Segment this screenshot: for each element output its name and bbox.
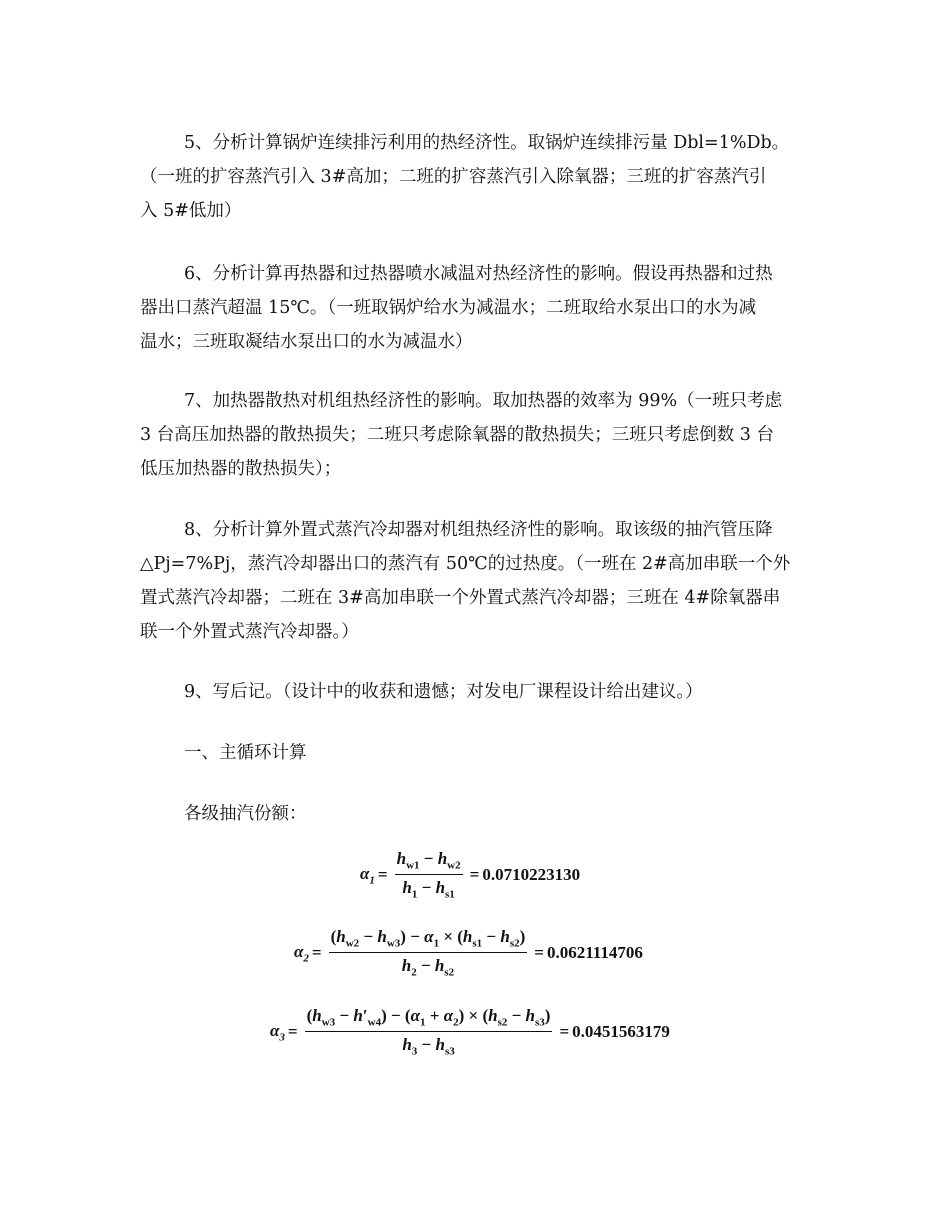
text-line: 9、写后记。（设计中的收获和遗憾；对发电厂课程设计给出建议。） <box>184 682 703 702</box>
fraction: $\frac{h_{w1} - h_{w2}}{h_1 - h_{s1}}$ <box>396 849 461 901</box>
text-line: （一班的扩容蒸汽引入 3#高加；二班的扩容蒸汽引入除氧器；三班的扩容蒸汽引 <box>140 167 767 187</box>
formula-value: 0.0451563179 <box>572 1021 670 1041</box>
section-heading <box>140 736 820 770</box>
text-line: 7、加热器散热对机组热经济性的影响。取加热器的效率为 99%（一班只考虑 <box>184 391 783 411</box>
text-line: 6、分析计算再热器和过热器喷水减温对热经济性的影响。假设再热器和过热 <box>184 264 773 284</box>
formula-lhs: $\alpha_1$ <box>360 863 375 887</box>
text-line: 各级抽汽份额： <box>184 804 307 824</box>
text-line: 5、分析计算锅炉连续排污利用的热经济性。取锅炉连续排污量 Dbl=1%Db。 <box>184 133 790 153</box>
formula-alpha-2: $\alpha_2$ = $\frac{(h_{w2} - h_{w3}) - \alpha_1 \times (h_{s1} - h_{s2})}{h_2 - h_{s2}}$ = 0.0621114706 <box>294 927 643 979</box>
text-line: 入 5#低加） <box>140 201 242 221</box>
paragraph-item-7 <box>140 384 820 486</box>
text-line: 3 台高压加热器的散热损失；二班只考虑除氧器的散热损失；三班只考虑倒数 3 台 <box>140 425 774 445</box>
formula-value: 0.0621114706 <box>546 942 643 962</box>
formula-lhs: $\alpha_2$ <box>294 941 309 965</box>
fraction: $\frac{(h_{w3} - h'_{w4}) - (\alpha_1 + \alpha_2) \times (h_{s2} - h_{s3})}{h_3 - h_{s3}}$ <box>306 1006 551 1058</box>
formula-intro <box>140 797 820 831</box>
text-line: 8、分析计算外置式蒸汽冷却器对机组热经济性的影响。取该级的抽汽管压降 <box>184 520 773 540</box>
formula-lhs: $\alpha_3$ <box>270 1020 285 1044</box>
text-line: 联一个外置式蒸汽冷却器。） <box>140 622 359 642</box>
paragraph-item-6 <box>140 257 820 359</box>
paragraph-item-5 <box>140 126 820 228</box>
text-line: 器出口蒸汽超温 15℃。（一班取锅炉给水为减温水；二班取给水泵出口的水为减 <box>140 298 757 318</box>
formula-alpha-1: $\alpha_1$ = $\frac{h_{w1} - h_{w2}}{h_1 - h_{s1}}$ = 0.0710223130 <box>360 849 581 901</box>
text-line: 一、主循环计算 <box>184 743 307 763</box>
fraction: $\frac{(h_{w2} - h_{w3}) - \alpha_1 \times (h_{s1} - h_{s2})}{h_2 - h_{s2}}$ <box>330 927 526 979</box>
text-line: 置式蒸汽冷却器；二班在 3#高加串联一个外置式蒸汽冷却器；三班在 4#除氧器串 <box>140 588 781 608</box>
paragraph-item-9 <box>140 675 820 709</box>
text-line: △Pj=7%Pj，蒸汽冷却器出口的蒸汽有 50℃的过热度。（一班在 2#高加串联一个外 <box>140 554 791 574</box>
formula-value: 0.0710223130 <box>482 864 581 884</box>
text-line: 低压加热器的散热损失）； <box>140 459 342 479</box>
formula-alpha-3: $\alpha_3$ = $\frac{(h_{w3} - h'_{w4}) - (\alpha_1 + \alpha_2) \times (h_{s2} - h_{s3})}{h_3 - h_{s3}}$ = 0.0451563179 <box>270 1006 670 1058</box>
text-line: 温水；三班取凝结水泵出口的水为减温水） <box>140 332 473 352</box>
paragraph-item-8 <box>140 513 820 649</box>
